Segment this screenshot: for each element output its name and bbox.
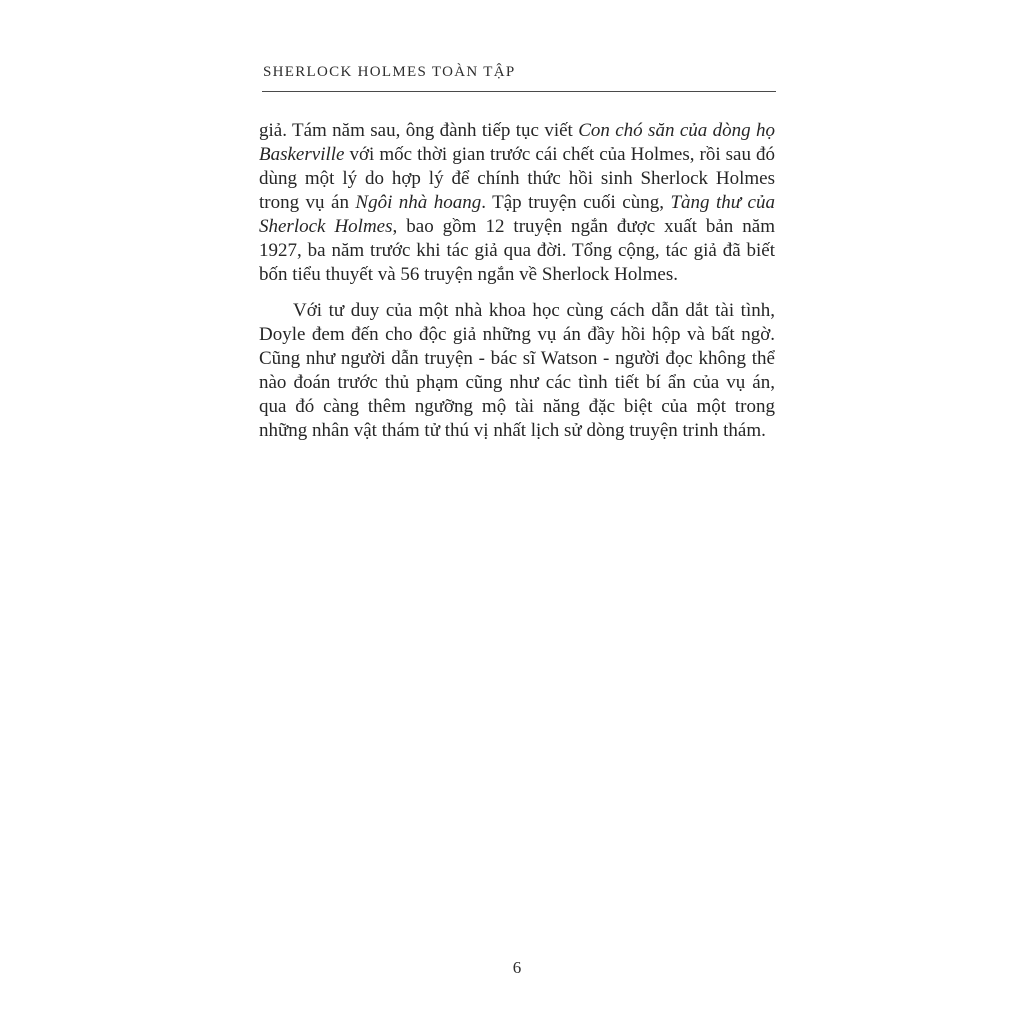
book-title-italic: Tàng thư của Sherlock Holmes: [259, 192, 775, 237]
paragraph: Với tư duy của một nhà khoa học cùng cách dẫn dắt tài tình, Doyle đem đến cho độc giả những vụ án đầy hồi hộp và bất ngờ. Cũng như người dẫn truyện - bác sĩ Watson - người đọc không thể nào đoán trước thủ phạm cũng như các tình tiết bí ẩn của vụ án, qua đó càng thêm ngưỡng mộ tài năng đặc biệt của một trong những nhân vật thám tử thú vị nhất lịch sử dòng truyện trinh thám.: [259, 300, 775, 441]
header-rule: [262, 91, 776, 92]
page-number: 6: [512, 958, 522, 977]
body-text: [259, 119, 775, 443]
book-title-italic: Ngôi nhà hoang: [355, 192, 482, 213]
paragraph: giả. Tám năm sau, ông đành tiếp tục viết Con chó săn của dòng họ Baskerville với mốc thời gian trước cái chết của Holmes, rồi sau đó dùng một lý do hợp lý để chính thức hồi sinh Sherlock Holmes trong vụ án Ngôi nhà hoang. Tập truyện cuối cùng, Tàng thư của Sherlock Holmes, bao gồm 12 truyện ngắn được xuất bản năm 1927, ba năm trước khi tác giả qua đời. Tổng cộng, tác giả đã biết bốn tiểu thuyết và 56 truyện ngắn về Sherlock Holmes.: [259, 120, 775, 285]
running-header: SHERLOCK HOLMES TOÀN TẬP: [263, 64, 516, 80]
book-title-italic: Con chó săn của dòng họ Baskerville: [259, 120, 775, 165]
